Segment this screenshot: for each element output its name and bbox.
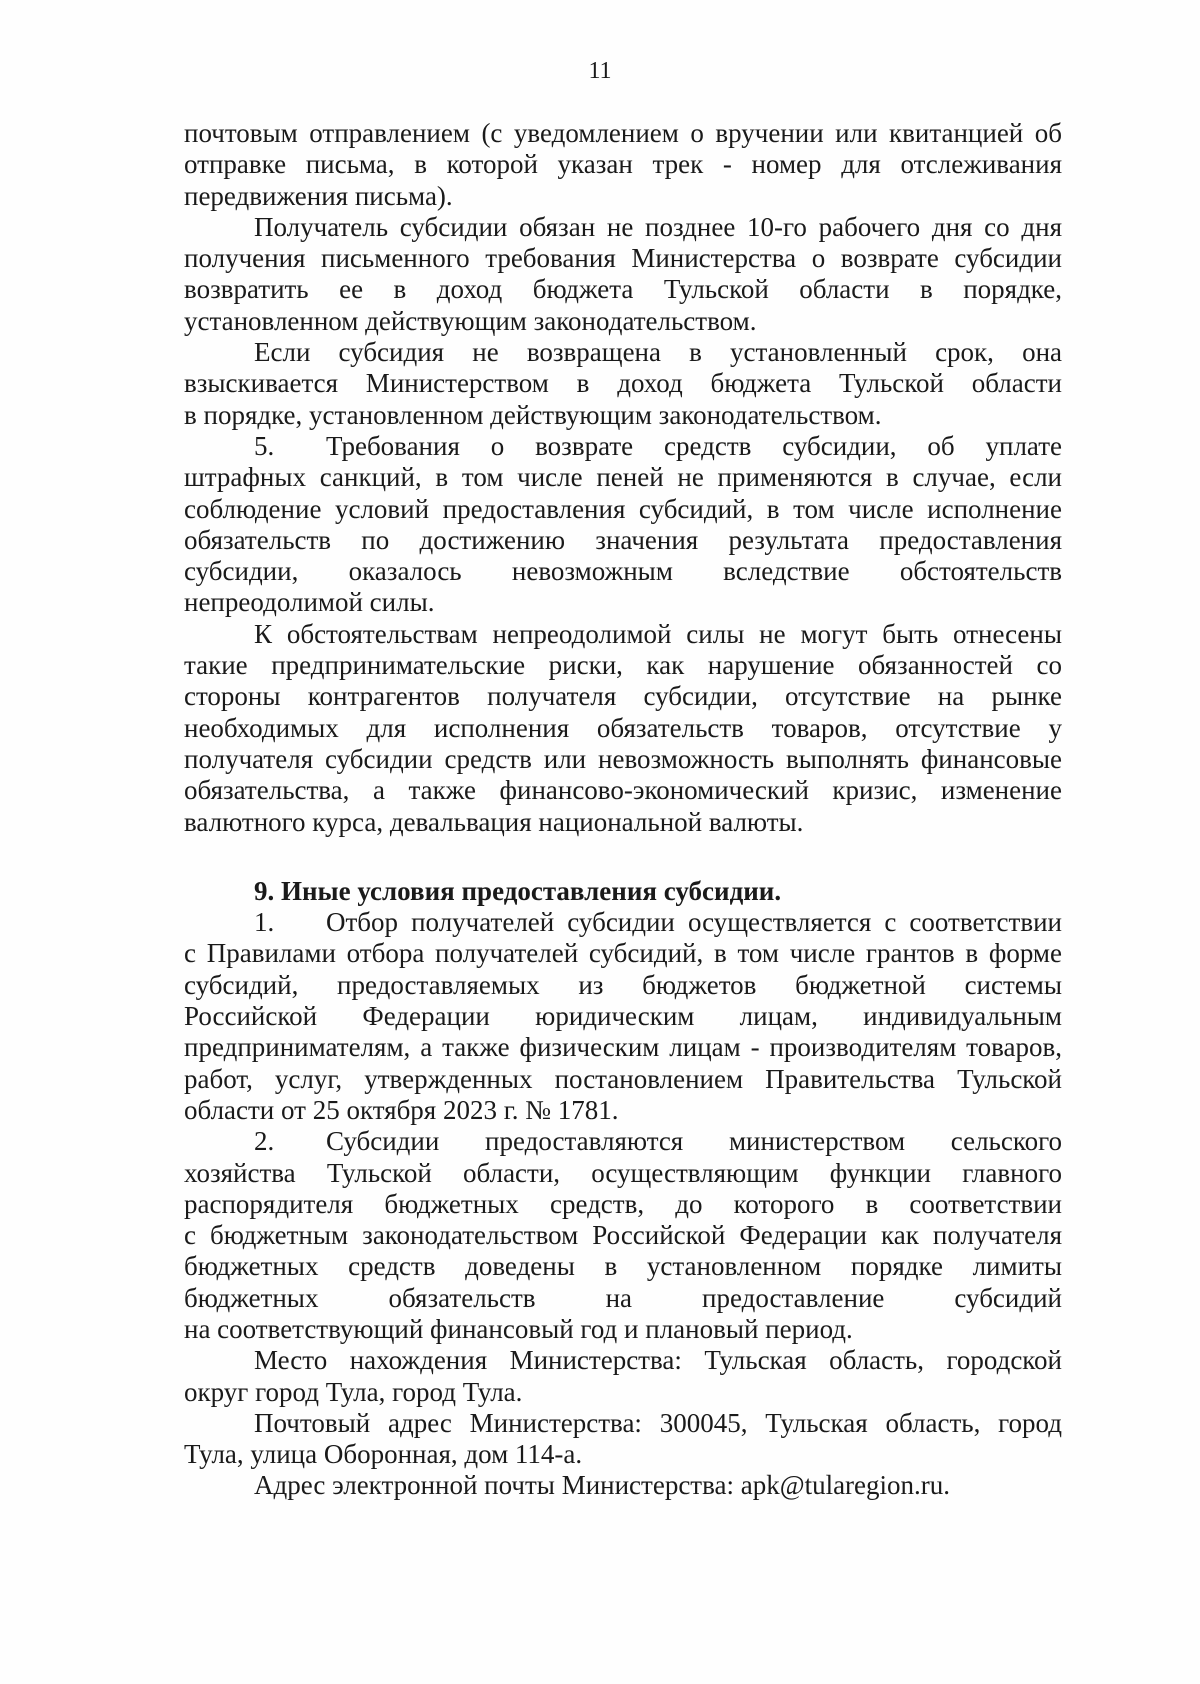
item-text: Отбор получателей субсидии осуществляется с соответствии bbox=[326, 907, 1062, 938]
text-line: работ, услуг, утвержденных постановлением Правительства Тульской bbox=[184, 1063, 1062, 1094]
text-line: хозяйства Тульской области, осуществляющим функции главного bbox=[184, 1157, 1062, 1188]
text-line: валютного курса, девальвация национальной валюты. bbox=[184, 806, 804, 837]
page-number: 11 bbox=[588, 58, 612, 84]
text-line: К обстоятельствам непреодолимой силы не могут быть отнесены bbox=[254, 618, 1062, 649]
text-line: обязательства, а также финансово-экономический кризис, изменение bbox=[184, 775, 1062, 806]
paragraph-mail-delivery bbox=[184, 118, 1062, 212]
item-text: Субсидии предоставляются министерством сельского bbox=[326, 1126, 1062, 1157]
paragraph-force-majeure bbox=[184, 619, 1062, 838]
text-line: соблюдение условий предоставления субсидий, в том числе исполнение bbox=[184, 493, 1062, 524]
text-line: получения письменного требования Министерства о возврате субсидии bbox=[184, 243, 1062, 274]
text-line: такие предпринимательские риски, как нарушение обязанностей со bbox=[184, 650, 1062, 681]
item-number: 1. bbox=[254, 907, 275, 938]
text-line bbox=[184, 431, 1062, 462]
section9-item-1 bbox=[184, 907, 1062, 1126]
text-line: Российской Федерации юридическим лицам, индивидуальным bbox=[184, 1001, 1062, 1032]
section9-item-2 bbox=[184, 1126, 1062, 1345]
text-line: штрафных санкций, в том числе пеней не применяются в случае, если bbox=[184, 462, 1062, 493]
ministry-postal-address bbox=[184, 1408, 1062, 1471]
text-line: необходимых для исполнения обязательств товаров, отсутствие у bbox=[184, 712, 1062, 743]
ministry-email: Адрес электронной почты Министерства: apk@tularegion.ru. bbox=[254, 1470, 951, 1501]
paragraph-return-obligation bbox=[184, 212, 1062, 337]
text-line: непреодолимой силы. bbox=[184, 587, 435, 618]
text-line bbox=[184, 1126, 1062, 1157]
text-line: с Правилами отбора получателей субсидий, в том числе грантов в форме bbox=[184, 938, 1062, 969]
item-text: Требования о возврате средств субсидии, об уплате bbox=[326, 430, 1062, 461]
text-line: Получатель субсидии обязан не позднее 10-го рабочего дня со дня bbox=[254, 211, 1062, 242]
item-number: 5. bbox=[254, 430, 275, 461]
text-line: получателя субсидии средств или невозможность выполнять финансовые bbox=[184, 743, 1062, 774]
text-line: установленном действующим законодательством. bbox=[184, 305, 757, 336]
paragraph-item-5 bbox=[184, 431, 1062, 619]
text-line: бюджетных средств доведены в установленном порядке лимиты bbox=[184, 1251, 1062, 1282]
text-line: стороны контрагентов получателя субсидии, отсутствие на рынке bbox=[184, 681, 1062, 712]
text-line: обязательств по достижению значения результата предоставления bbox=[184, 524, 1062, 555]
text-line: бюджетных обязательств на предоставление субсидий bbox=[184, 1282, 1062, 1313]
ministry-location bbox=[184, 1345, 1062, 1408]
text-line: на соответствующий финансовый год и плановый период. bbox=[184, 1313, 853, 1344]
text-line: возвратить ее в доход бюджета Тульской области в порядке, bbox=[184, 274, 1062, 305]
text-line: области от 25 октября 2023 г. № 1781. bbox=[184, 1094, 619, 1125]
text-line: субсидий, предоставляемых из бюджетов бюджетной системы bbox=[184, 969, 1062, 1000]
text-line: отправке письма, в которой указан трек - номер для отслеживания bbox=[184, 149, 1062, 180]
text-line: передвижения письма). bbox=[184, 180, 453, 211]
document-body bbox=[184, 118, 1062, 1502]
text-line: Почтовый адрес Министерства: 300045, Тульская область, город bbox=[254, 1407, 1062, 1438]
text-line: распорядителя бюджетных средств, до которого в соответствии bbox=[184, 1188, 1062, 1219]
section-spacer bbox=[184, 838, 1062, 876]
text-line: предпринимателям, а также физическим лицам - производителям товаров, bbox=[184, 1032, 1062, 1063]
text-line: округ город Тула, город Тула. bbox=[184, 1376, 523, 1407]
text-line: Тула, улица Оборонная, дом 114-а. bbox=[184, 1439, 583, 1470]
section-heading: 9. Иные условия предоставления субсидии. bbox=[254, 875, 782, 906]
text-line: почтовым отправлением (с уведомлением о вручении или квитанцией об bbox=[184, 118, 1062, 148]
text-line: взыскивается Министерством в доход бюджета Тульской области bbox=[184, 368, 1062, 399]
text-line: в порядке, установленном действующим законодательством. bbox=[184, 399, 882, 430]
text-line: Если субсидия не возвращена в установленный срок, она bbox=[254, 337, 1062, 368]
item-number: 2. bbox=[254, 1126, 275, 1157]
text-line: Место нахождения Министерства: Тульская область, городской bbox=[254, 1345, 1062, 1376]
paragraph-recovery bbox=[184, 337, 1062, 431]
text-line: субсидии, оказалось невозможным вследствие обстоятельств bbox=[184, 556, 1062, 587]
text-line bbox=[184, 907, 1062, 938]
text-line: с бюджетным законодательством Российской Федерации как получателя bbox=[184, 1220, 1062, 1251]
